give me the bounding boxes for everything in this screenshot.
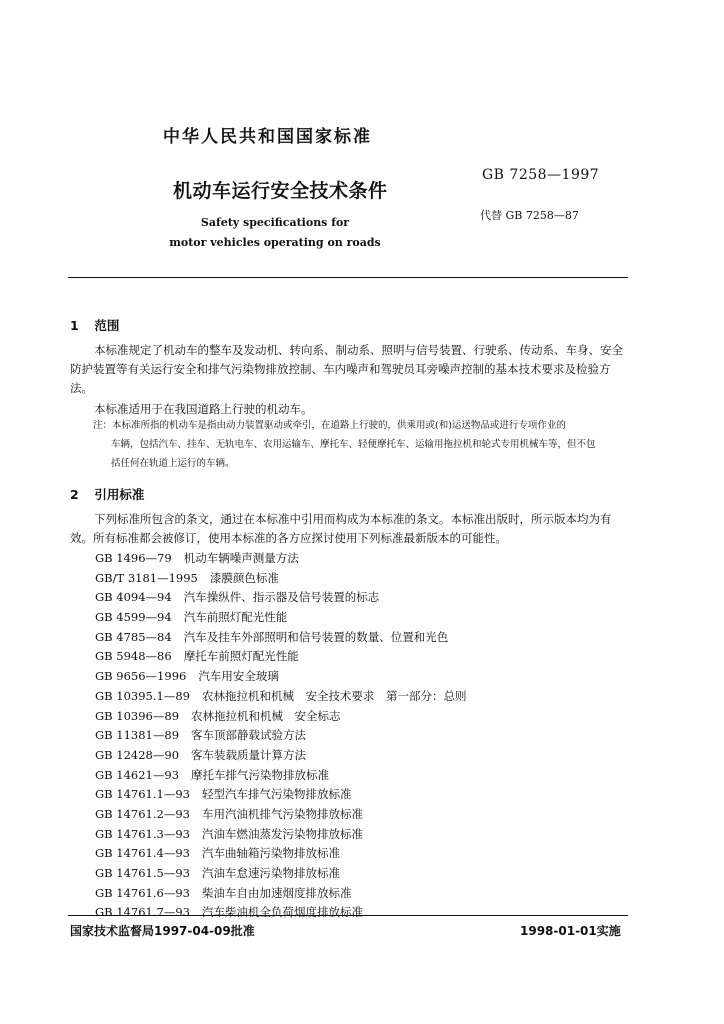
reference-code: GB 14761.7—93 bbox=[95, 905, 190, 920]
reference-item bbox=[95, 785, 615, 805]
reference-title: 车用汽油机排气污染物排放标准 bbox=[201, 806, 363, 821]
referenced-standards-list bbox=[95, 549, 615, 923]
reference-title: 摩托车前照灯配光性能 bbox=[183, 649, 299, 664]
reference-code: GB 14761.2—93 bbox=[95, 806, 190, 821]
reference-code: GB 10395.1—89 bbox=[95, 688, 190, 703]
reference-code: GB/T 3181—1995 bbox=[95, 570, 198, 585]
reference-item bbox=[95, 903, 615, 923]
section-1-note bbox=[93, 416, 633, 473]
section-2-number: 2 bbox=[70, 487, 79, 502]
reference-item bbox=[95, 569, 615, 589]
reference-title: 汽车曲轴箱污染物排放标准 bbox=[201, 846, 340, 861]
replaces-standard: 代替 GB 7258—87 bbox=[480, 209, 579, 222]
reference-title: 汽油车燃油蒸发污染物排放标准 bbox=[201, 826, 363, 841]
reference-code: GB 4599—94 bbox=[95, 610, 172, 625]
section-1-heading bbox=[70, 316, 119, 334]
standard-code: GB 7258—1997 bbox=[482, 167, 600, 183]
reference-title: 农林拖拉机和机械 安全标志 bbox=[191, 708, 341, 723]
reference-title: 汽车用安全玻璃 bbox=[198, 669, 279, 684]
reference-title: 汽车操纵件、指示器及信号装置的标志 bbox=[183, 590, 380, 605]
reference-item bbox=[95, 766, 615, 786]
reference-title: 客车装载质量计算方法 bbox=[191, 747, 307, 762]
reference-item bbox=[95, 647, 615, 667]
reference-item bbox=[95, 628, 615, 648]
reference-code: GB 12428—90 bbox=[95, 747, 180, 762]
note-line-1: 本标准所指的机动车是指由动力装置驱动或牵引，在道路上行驶的，供乘用或(和)运送物品或进行专项作业的 bbox=[112, 420, 566, 431]
reference-item bbox=[95, 884, 615, 904]
reference-code: GB 9656—1996 bbox=[95, 669, 187, 684]
reference-item bbox=[95, 805, 615, 825]
issuing-organization: 中华人民共和国国家标准 bbox=[163, 127, 372, 147]
reference-item bbox=[95, 864, 615, 884]
reference-title: 机动车辆噪声测量方法 bbox=[183, 551, 299, 565]
section-1-paragraph bbox=[70, 341, 630, 398]
reference-code: GB 14761.4—93 bbox=[95, 846, 190, 861]
reference-title: 汽车及挂车外部照明和信号装置的数量、位置和光色 bbox=[183, 629, 449, 644]
reference-item bbox=[95, 667, 615, 687]
section-2-intro bbox=[70, 510, 630, 548]
approval-statement: 国家技术监督局1997-04-09批准 bbox=[70, 924, 255, 938]
english-title-line-1: Safety specifications for bbox=[200, 216, 350, 229]
reference-title: 轻型汽车排气污染物排放标准 bbox=[201, 787, 352, 802]
reference-code: GB 11381—89 bbox=[95, 728, 180, 743]
note-line-2: 车辆，包括汽车、挂车、无轨电车、农用运输车、摩托车、轻便摩托车、运输用拖拉机和轮式专用机械车等，但不包 bbox=[111, 439, 596, 450]
reference-item bbox=[95, 608, 615, 628]
reference-code: GB 4094—94 bbox=[95, 590, 172, 605]
section-1-title: 范围 bbox=[94, 318, 120, 333]
reference-code: GB 5948—86 bbox=[95, 649, 172, 664]
references-intro-text: 下列标准所包含的条文，通过在本标准中引用而构成为本标准的条文。本标准出版时，所示版本均为有效。所有标准都会被修订，使用本标准的各方应探讨使用下列标准最新版本的可能性。 bbox=[70, 512, 612, 545]
reference-code: GB 14621—93 bbox=[95, 767, 180, 782]
reference-code: GB 14761.5—93 bbox=[95, 866, 190, 880]
reference-title: 摩托车排气污染物排放标准 bbox=[191, 767, 330, 782]
reference-item bbox=[95, 549, 615, 569]
reference-item bbox=[95, 588, 615, 608]
reference-title: 柴油车自由加速烟度排放标准 bbox=[201, 885, 352, 900]
reference-item bbox=[95, 746, 615, 766]
reference-item bbox=[95, 687, 615, 707]
section-2-heading bbox=[70, 485, 144, 503]
reference-title: 客车顶部静载试验方法 bbox=[191, 728, 307, 743]
footer-divider bbox=[68, 915, 628, 916]
reference-item bbox=[95, 707, 615, 727]
note-line-3: 括任何在轨道上运行的车辆。 bbox=[111, 458, 235, 469]
reference-title: 汽油车怠速污染物排放标准 bbox=[201, 866, 340, 880]
reference-code: GB 14761.1—93 bbox=[95, 787, 190, 802]
reference-title: 农林拖拉机和机械 安全技术要求 第一部分：总则 bbox=[201, 688, 467, 703]
reference-item bbox=[95, 844, 615, 864]
section-1-number: 1 bbox=[70, 318, 79, 333]
reference-item bbox=[95, 726, 615, 746]
reference-code: GB 1496—79 bbox=[95, 551, 172, 565]
document-title: 机动车运行安全技术条件 bbox=[173, 180, 388, 202]
english-title-line-2: motor vehicles operating on roads bbox=[169, 236, 381, 249]
reference-code: GB 14761.6—93 bbox=[95, 885, 190, 900]
section-2-title: 引用标准 bbox=[94, 487, 145, 502]
reference-title: 汽车柴油机全负荷烟度排放标准 bbox=[201, 905, 363, 920]
header-divider bbox=[68, 277, 628, 278]
scope-text: 本标准规定了机动车的整车及发动机、转向系、制动系、照明与信号装置、行驶系、传动系、车身、安全防护装置等有关运行安全和排气污染物排放控制、车内噪声和驾驶员耳旁噪声控制的基本技术要求及检验方法。 bbox=[70, 343, 623, 395]
reference-code: GB 4785—84 bbox=[95, 629, 172, 644]
applicability-text: 本标准适用于在我国道路上行驶的机动车。 bbox=[94, 402, 313, 416]
reference-title: 漆膜颜色标准 bbox=[209, 570, 279, 585]
reference-code: GB 14761.3—93 bbox=[95, 826, 190, 841]
english-title bbox=[150, 213, 400, 253]
implementation-date: 1998-01-01实施 bbox=[520, 924, 621, 938]
reference-code: GB 10396—89 bbox=[95, 708, 180, 723]
reference-item bbox=[95, 825, 615, 845]
note-label: 注： bbox=[93, 420, 113, 431]
reference-title: 汽车前照灯配光性能 bbox=[183, 610, 288, 625]
